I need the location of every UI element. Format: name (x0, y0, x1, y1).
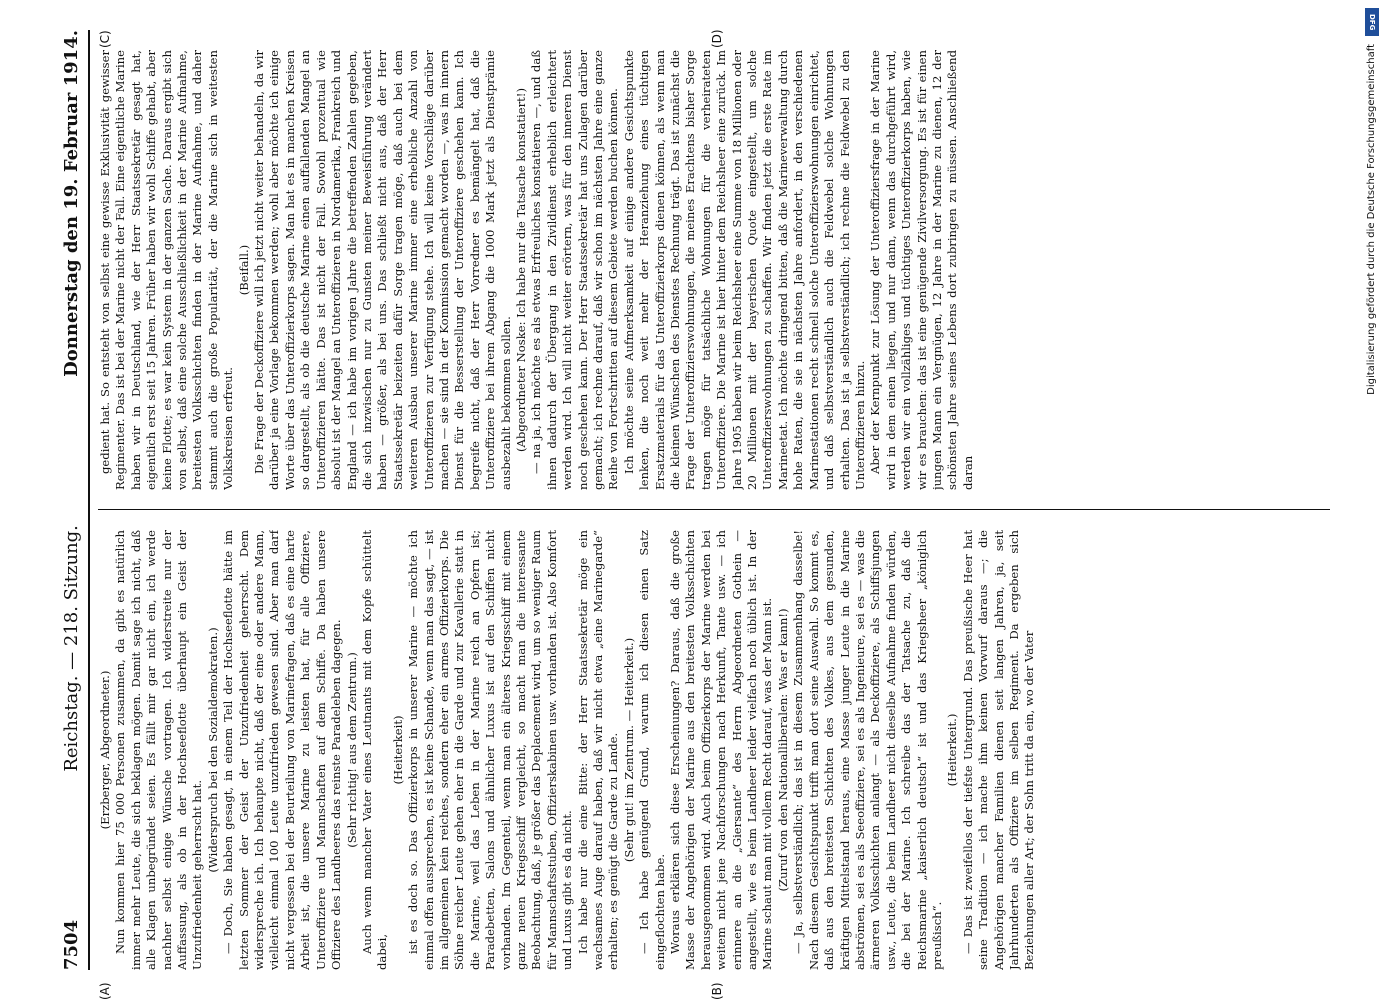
paragraph: — Ja, selbstverständlich; das ist in diesem Zusammenhang dasselbe! Nach diesem Gesichtspunkt trifft man dort seine Auswahl. So kommt es, daß aus den breitesten Schichten des Volkes, aus dem gesunden, kräftigen Mittelstand heraus, eine Masse junger Leute in die Marine abströmen, sei es als Seeoffiziere, sei es als Ingenieure, sei es — was die ärmeren Volksschichten anlangt — als Deckoffiziere, als Schiffsjungen usw., Leute, die beim Landheer nicht dieselbe Aufnahme finden würden, die bei der Marine. Ich schreibe das der Tatsache zu, daß die Reichsmarine „kaiserlich deutsch“ ist und das Kriegsheer „königlich preußisch“. (791, 530, 944, 970)
paragraph: Ich habe nur die eine Bitte: der Herr Staatssekretär möge ein wachsames Auge darauf haben, daß wir nicht etwa „eine Marinegarde“ erhalten; es genügt die Garde zu Lande. (575, 530, 621, 970)
paragraph: — na ja, ich möchte es als etwas Erfreuliches konstatieren —, und daß ihnen dadurch der Übergang in den Zivildienst erheblich erleichtert werden wird. Ich will nicht weiter erörtern, was für den inneren Dienst noch geschehen kann. Der Herr Staatssekretär hat uns Zulagen darüber gemacht; ich rechne darauf, daß wir schon im nächsten Jahre eine ganze Reihe von Fortschritten auf diesem Gebiete werden buchen können. (529, 50, 621, 490)
paragraph: Aber der Kernpunkt zur Lösung der Unteroffiziersfrage in der Marine wird in dem einen liegen, und nur dann, wenn das durchgeführt wird, werden wir ein vollzähliges und tüchtiges Unteroffizierkorps haben, wie wir es brauchen: das ist eine genügende Zivilversorgung. Es ist für einen jungen Mann ein Vergnügen, 12 Jahre in der Marine zu dienen, 12 der schönsten Jahre seines Lebens dort zubringen zu müssen. Anschließend daran (868, 50, 975, 490)
interjection: (Zuruf von den Nationalliberalen: Was er kann!) (775, 608, 790, 892)
dfg-logo: DFG (1365, 8, 1379, 36)
paragraph: (Erzberger, Abgeordneter.) (98, 670, 112, 830)
paragraph: gedient hat. So entsteht von selbst eine gewisse Exklusivität gewisser Regimenter. Das ist bei der Marine nicht der Fall. Eine eigentliche Marine haben wir in Deutschland, wie der Herr Staatssekretär gesagt hat, eigentlich erst seit 15 Jahren. Früher haben wir wohl Schiffe gehabt, aber keine Flotte; es war kein System in der ganzen Sache. Daraus ergibt sich von selbst, daß eine solche Ausschließlichkeit in der Marine Aufnahme, breitesten Volksschichten finden in der Marine Aufnahme, und daher stammt auch die große Popularität, der die Marine sich in weitesten Volkskreisen erfreut. (98, 50, 236, 490)
page-frame (50, 29, 1330, 1000)
paragraph: — Das ist zweifellos der tiefste Untergrund. Das preußische Heer hat seine Tradition — ich mache ihm keinen Vorwurf daraus —; die Angehörigen mancher Familien dienen seit langen Jahren, ja, seit Jahrhunderten als Offiziere im selben Regiment. Da ergeben sich Beziehungen aller Art; der Sohn tritt da ein, wo der Vater (960, 530, 1037, 970)
margin-marker-c: (C) (98, 30, 112, 48)
paragraph: Woraus erklären sich diese Erscheinungen? Daraus, daß die große Masse der Angehörigen der Marine aus den breitesten Volksschichten herausgenommen wird. Auch beim Offizierkorps der Marine werden bei weitem nicht jene Nachforschungen nach Herkunft, Tante usw. — ich erinnere an die „Giersante“ des Herrn Abgeordneten Gothein — angestellt, wie es beim Landheer leider vielfach noch üblich ist. In der Marine schaut man mit vollem Recht darauf, was der Mann ist. (668, 530, 775, 970)
interjection: (Beifall.) (236, 244, 251, 296)
margin-marker-a: (A) (98, 982, 112, 1000)
paragraph: ist es doch so. Das Offizierkorps in unserer Marine — möchte ich einmal offen aussprechen, es ist keine Schande, wenn man das sagt, — ist im allgemeinen kein reiches, sondern eher ein armes Offizierkorps. Die Söhne reicher Leute gehen eher in die Garde und zur Kavallerie statt in die Marine, weil das Leben in der Marine reich an Opfern ist; Paradebetten, Salons und ähnlicher Luxus ist auf den Schiffen nicht vorhanden. Im Gegenteil, wenn man ein älteres Kriegsschiff mit einem ganz neuen Kriegsschiff vergleicht, so macht man die interessante Beobachtung, daß, je größer das Deplacement wird, um so weniger Raum für Mannschaftsstuben, Offizierskabinen usw. vorhanden ist. Also Komfort und Luxus gibt es da nicht. (406, 530, 575, 970)
digitization-credit: Digitalisierung gefördert durch die Deutsche Forschungsgemeinschaft (1366, 44, 1377, 395)
interjection: (Sehr gut! im Zentrum. — Heiterkeit.) (621, 637, 636, 863)
page-header (50, 30, 90, 970)
paragraph: — Doch, Sie haben gesagt, in einem Teil der Hochseeflotte hätte im letzten Sommer der Geist der Unzufriedenheit geherrscht. Dem widerspreche ich. Ich behaupte nicht, daß der eine oder andere Mann, vielleicht einmal 100 Leute unzufrieden gewesen sind. Aber man darf nicht vergessen bei der Beurteilung von Marinefragen, daß es eine harte Arbeit ist, die unsere Marine zu leisten hat, für alle Offiziere, Unteroffiziere und Mannschaften auf dem Schiffe. Da haben unsere Offiziere des Landheeres das reinste Paradeleben dagegen. (221, 530, 344, 970)
page-number: 7504 (61, 919, 82, 970)
session-title: Reichstag. — 218. Sitzung. (61, 525, 82, 772)
right-column (98, 50, 1330, 490)
paragraph: — Ich habe genügend Grund, warum ich diesen einen Satz eingeflochten habe. (637, 530, 667, 970)
interjection: (Heiterkeit.) (945, 713, 960, 787)
left-column (98, 530, 1330, 970)
rotated-page (50, 29, 1330, 1000)
interjection: (Abgeordneter Noske: Ich habe nur die Tatsache konstatiert!) (513, 88, 528, 452)
interjection: (Heiterkeit) (390, 715, 405, 785)
margin-marker-b: (B) (710, 982, 724, 1000)
column-divider (98, 509, 1330, 510)
paragraph: Die Frage der Deckoffiziere will ich jetzt nicht weiter behandeln, da wir darüber ja eine Vorlage bekommen werden; wohl aber möchte ich einige Worte über das Unteroffizierkorps sagen. Man hat es in manchen Kreisen so dargestellt, als ob die deutsche Marine einen auffallenden Mangel an Unteroffizieren hätte. Das ist nicht der Fall. Sowohl prozentual wie absolut ist der Mangel an Unteroffizieren in Nordamerika, Frankreich und England — ich habe im vorigen Jahre die betreffenden Zahlen gegeben, die sich inzwischen nur zu Gunsten meiner Beweisführung verändert haben — größer, als bei uns. Das schließt nicht aus, daß der Herr Staatssekretär beizeiten dafür Sorge tragen möge, daß auch bei dem weiteren Ausbau unserer Marine immer eine erhebliche Anzahl von Unteroffizieren zur Verfügung stehe. Ich will keine Vorschläge darüber machen — sie sind in der Kommission gemacht worden —, was im innern Dienst für die Besserstellung der Unteroffiziere geschehen kann. Ich begreife nicht, daß der Herr Vorredner es bemängelt hat, daß die Unteroffiziere bei ihrem Abgang die 1000 Mark jetzt als Dienstprämie ausbezahlt bekommen sollen. (252, 50, 513, 490)
margin-marker-d: (D) (710, 29, 724, 48)
interjection: (Widerspruch bei den Sozialdemokraten.) (205, 627, 220, 873)
paragraph: Auch wenn mancher Vater eines Leutnants mit dem Kopfe schüttelt dabei, (359, 530, 390, 970)
paragraph: Ich möchte seine Aufmerksamkeit auf einige andere Gesichtspunkte lenken, die noch weit mehr der Heranziehung eines tüchtigen Ersatzmaterials für das Unteroffizierkorps dienen können, als wenn man die kleinen Wünschen des Dienstes Rechnung trägt. Das ist zunächst die Frage der Unteroffizierswohnungen, die meines Erachtens bisher Sorge tragen möge für tatsächliche Wohnungen für die verheirateten Unteroffiziere. Die Marine ist hier hinter dem Reichsheer eine zurück. Im Jahre 1905 haben wir beim Reichsheer eine Summe von 18 Millionen oder 20 Millionen mit der bayerischen Quote eingestellt, um solche Unteroffizierswohnungen zu schaffen. Wir finden jetzt die erste Rate im Marineetat. Ich möchte dringend bitten, daß die Marineverwaltung durch hohe Raten, die sie in nächsten Jahre anfordert, in den verschiedenen Marinestationen recht schnell solche Unteroffizierswohnungen einrichtet, und daß selbstverständlich auch die Feldwebel solche Wohnungen erhalten. Das ist ja selbstverständlich; ich rechne die Feldwebel zu den Unteroffizieren hinzu. (621, 50, 867, 490)
session-date: Donnerstag den 19. Februar 1914. (61, 30, 82, 377)
paragraph: Nun kommen hier 75 000 Personen zusammen, da gibt es natürlich immer mehr Leute, die sich beklagen mögen. Damit sage ich nicht, daß alle Klagen unbegründet seien. Es fällt mir gar nicht ein, ich werde nachher selbst einige Wünsche vortragen. Ich widerstreite nur der Auffassung, als ob in der Hochseeflotte überhaupt ein Geist der Unzufriedenheit geherrscht hat. (113, 530, 205, 970)
interjection: (Sehr richtig! aus dem Zentrum.) (344, 652, 359, 848)
